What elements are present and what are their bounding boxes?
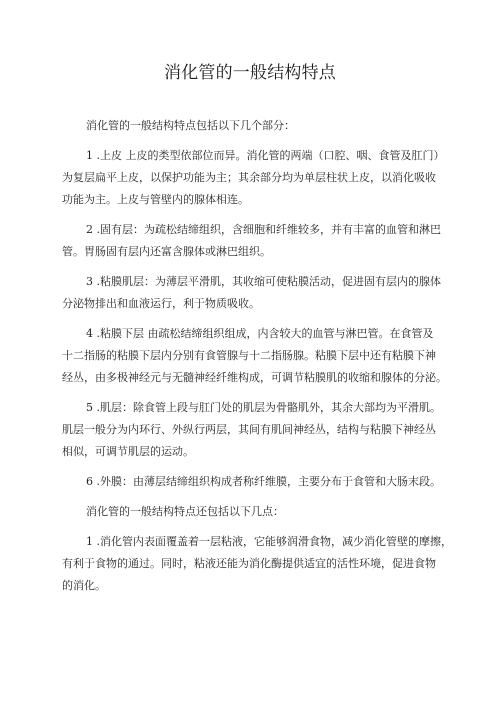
paragraph-line: 消化管的一般结构特点还包括以下几点： xyxy=(86,505,284,518)
paragraph-line: 分泌物排出和血液运行，利于物质吸收。 xyxy=(62,297,260,310)
paragraph-line: 4 .粘膜下层 由疏松结缔组织组成，内含较大的血管与淋巴管。在食管及 xyxy=(86,327,434,340)
paragraph-line: 经丛，由多极神经元与无髓神经纤维构成，可调节粘膜肌的收缩和腺体的分泌。 xyxy=(62,371,447,384)
paragraph-line: 3 .粘膜肌层：为薄层平滑肌，其收缩可使粘膜活动，促进固有层内的腺体 xyxy=(86,275,441,288)
paragraph-line: 有利于食物的通过。同时，粘液还能为消化酶提供适宜的活性环境，促进食物 xyxy=(62,557,436,570)
paragraph-line: 1 .上皮 上皮的类型依部位而异。消化管的两端（口腔、咽、食管及肛门） xyxy=(86,149,445,162)
paragraph xyxy=(62,219,450,263)
paragraph xyxy=(62,271,450,315)
paragraph xyxy=(62,115,450,137)
paragraph xyxy=(62,471,450,493)
paragraph xyxy=(62,145,450,211)
paragraph-line: 6 .外膜：由薄层结缔组织构成者称纤维膜，主要分布于食管和大肠末段。 xyxy=(86,475,441,488)
paragraph-line: 十二指肠的粘膜下层内分别有食管腺与十二指肠腺。粘膜下层中还有粘膜下神 xyxy=(62,349,436,362)
paragraph-line: 5 .肌层：除食管上段与肛门处的肌层为骨骼肌外，其余大部均为平滑肌。 xyxy=(86,401,441,414)
paragraph xyxy=(62,501,450,523)
paragraph-line: 功能为主。上皮与管壁内的腺体相连。 xyxy=(62,193,249,206)
paragraph-line: 相似，可调节肌层的运动。 xyxy=(62,445,194,458)
paragraph-line: 的消化。 xyxy=(62,579,106,592)
paragraph-line: 1 .消化管内表面覆盖着一层粘液，它能够润滑食物，减少消化管壁的摩擦， xyxy=(86,535,452,548)
document-title: 消化管的一般结构特点 xyxy=(164,63,336,83)
document-body xyxy=(62,115,450,605)
paragraph-line: 管。胃肠固有层内还富含腺体或淋巴组织。 xyxy=(62,245,271,258)
paragraph xyxy=(62,323,450,389)
paragraph xyxy=(62,397,450,463)
paragraph-line: 2 .固有层：为疏松结缔组织，含细胞和纤维较多，并有丰富的血管和淋巴 xyxy=(86,223,441,236)
paragraph xyxy=(62,531,450,597)
paragraph-line: 肌层一般分为内环行、外纵行两层，其间有肌间神经丛，结构与粘膜下神经丛 xyxy=(62,423,436,436)
paragraph-line: 为复层扁平上皮，以保护功能为主；其余部分均为单层柱状上皮，以消化吸收 xyxy=(62,171,436,184)
paragraph-line: 消化管的一般结构特点包括以下几个部分： xyxy=(86,119,295,132)
